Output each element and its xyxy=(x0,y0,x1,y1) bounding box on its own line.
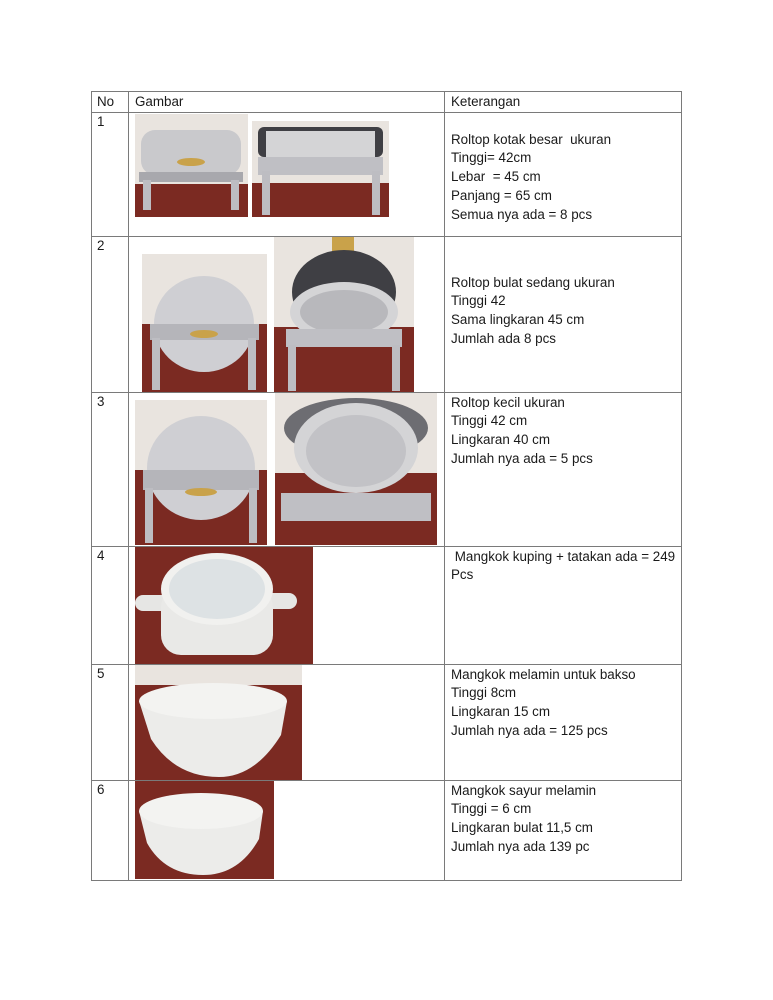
row-number: 5 xyxy=(92,664,129,780)
description-line: Jumlah nya ada 139 pc xyxy=(451,838,590,854)
table-row xyxy=(92,392,682,546)
table-header-row xyxy=(92,92,682,113)
image-cell xyxy=(129,236,445,392)
description-line: Semua nya ada = 8 pcs xyxy=(451,206,593,222)
description-line: Tinggi 42 xyxy=(451,293,506,309)
description-line: Roltop bulat sedang ukuran xyxy=(451,274,615,290)
description-line: Tinggi = 6 cm xyxy=(451,801,532,817)
soup-bowl-with-handles-image xyxy=(135,547,313,664)
row-number: 4 xyxy=(92,546,129,664)
description-line: Mangkok sayur melamin xyxy=(451,782,597,798)
row-number: 1 xyxy=(92,112,129,236)
description-cell xyxy=(445,392,682,546)
table-row xyxy=(92,546,682,664)
image-cell xyxy=(129,392,445,546)
description-line: Sama lingkaran 45 cm xyxy=(451,312,585,328)
description-cell xyxy=(445,112,682,236)
description-line: Jumlah ada 8 pcs xyxy=(451,330,556,346)
row-number: 3 xyxy=(92,392,129,546)
description-line: Panjang = 65 cm xyxy=(451,187,552,203)
chafing-dish-round-open-image xyxy=(274,237,414,392)
chafing-dish-small-open-image xyxy=(275,393,437,545)
melamine-bakso-bowl-image xyxy=(135,665,302,780)
header-no: No xyxy=(92,92,129,113)
image-cell xyxy=(129,546,445,664)
chafing-dish-small-closed-image xyxy=(135,400,267,545)
description-line: Tinggi= 42cm xyxy=(451,150,532,166)
description-line: Jumlah nya ada = 5 pcs xyxy=(451,450,593,466)
table-row xyxy=(92,112,682,236)
row-number: 2 xyxy=(92,236,129,392)
description-cell xyxy=(445,236,682,392)
description-line: Lingkaran bulat 11,5 cm xyxy=(451,820,593,836)
description-line: Roltop kecil ukuran xyxy=(451,394,565,410)
description-line: Lingkaran 15 cm xyxy=(451,704,550,720)
inventory-table xyxy=(91,91,682,881)
description-cell xyxy=(445,780,682,880)
description-cell xyxy=(445,546,682,664)
image-cell xyxy=(129,780,445,880)
table-row xyxy=(92,780,682,880)
description-line: Roltop kotak besar ukuran xyxy=(451,131,612,147)
table-row xyxy=(92,664,682,780)
description-line: Tinggi 42 cm xyxy=(451,413,528,429)
description-line: Lebar = 45 cm xyxy=(451,169,541,185)
description-line: Mangkok melamin untuk bakso xyxy=(451,666,636,682)
melamine-vegetable-bowl-image xyxy=(135,781,274,879)
description-cell xyxy=(445,664,682,780)
description-line: Tinggi 8cm xyxy=(451,685,516,701)
description-line: Mangkok kuping + tatakan ada = 249 xyxy=(451,548,676,564)
header-image: Gambar xyxy=(129,92,445,113)
image-cell xyxy=(129,112,445,236)
description-line: Lingkaran 40 cm xyxy=(451,432,550,448)
header-description: Keterangan xyxy=(445,92,682,113)
chafing-dish-rect-open-image xyxy=(252,121,389,217)
image-cell xyxy=(129,664,445,780)
description-line: Jumlah nya ada = 125 pcs xyxy=(451,722,608,738)
table-row xyxy=(92,236,682,392)
description-line: Pcs xyxy=(451,567,474,583)
chafing-dish-round-closed-image xyxy=(142,254,267,392)
chafing-dish-rect-closed-image xyxy=(135,114,248,217)
row-number: 6 xyxy=(92,780,129,880)
